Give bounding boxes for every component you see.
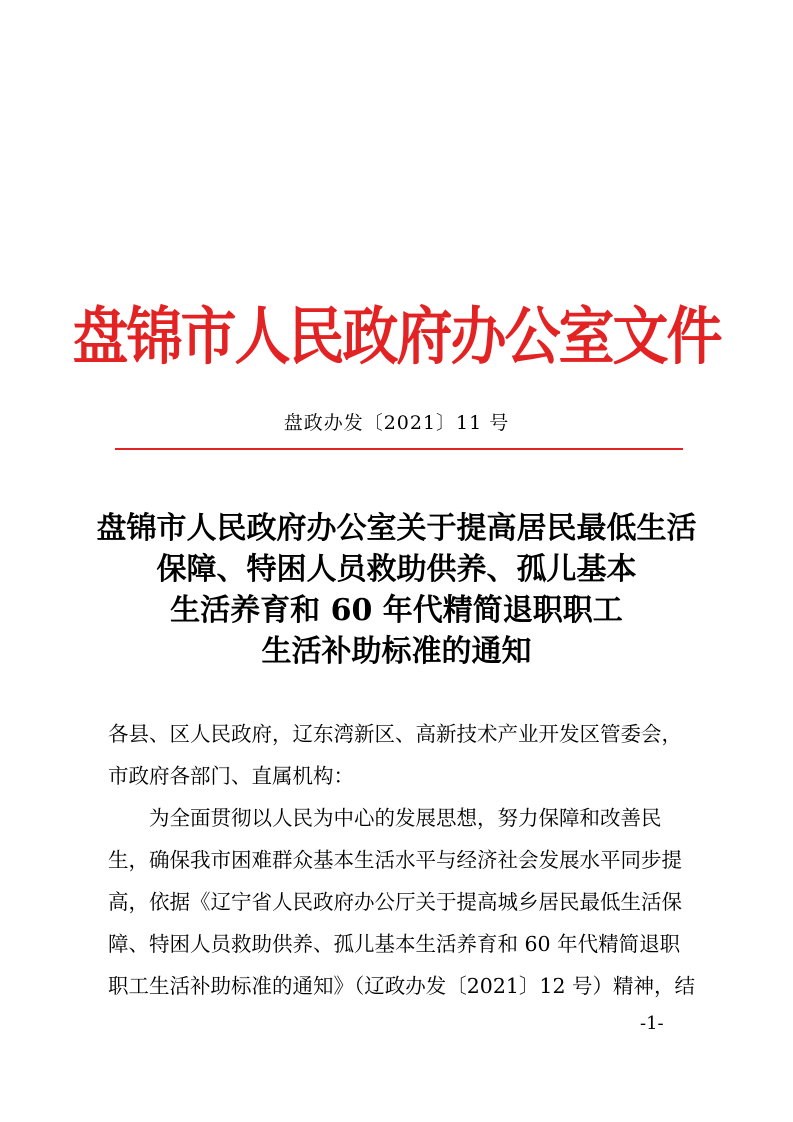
addressee-line: 市政府各部门、直属机构： — [108, 764, 354, 788]
document-number: 盘政办发〔2021〕11 号 — [283, 412, 510, 434]
paragraph-line: 生，确保我市困难群众基本生活水平与经济社会发展水平同步提 — [108, 848, 682, 872]
title-line: 盘锦市人民政府办公室关于提高居民最低生活 — [96, 511, 697, 546]
paragraph-line: 职工生活补助标准的通知》（辽政办发〔2021〕12 号）精神，结 — [108, 974, 696, 998]
paragraph-line: 障、特困人员救助供养、孤儿基本生活养育和 60 年代精简退职 — [108, 932, 681, 956]
body-paragraph — [108, 797, 696, 1007]
addressee-line: 各县、区人民政府，辽东湾新区、高新技术产业开发区管委会， — [108, 722, 682, 746]
title-line: 生活养育和 60 年代精简退职职工 — [170, 593, 623, 628]
page-number: -1- — [640, 1013, 664, 1034]
paragraph-line: 为全面贯彻以人民为中心的发展思想，努力保障和改善民 — [149, 806, 662, 830]
title-line: 保障、特困人员救助供养、孤儿基本 — [156, 552, 637, 587]
document-title — [0, 508, 793, 672]
issuing-authority-header: 盘锦市人民政府办公室文件 — [72, 299, 721, 374]
paragraph-line: 高，依据《辽宁省人民政府办公厅关于提高城乡居民最低生活保 — [108, 890, 682, 914]
addressee-block — [108, 713, 688, 797]
title-line: 生活补助标准的通知 — [261, 634, 532, 669]
red-separator-line — [115, 448, 683, 450]
